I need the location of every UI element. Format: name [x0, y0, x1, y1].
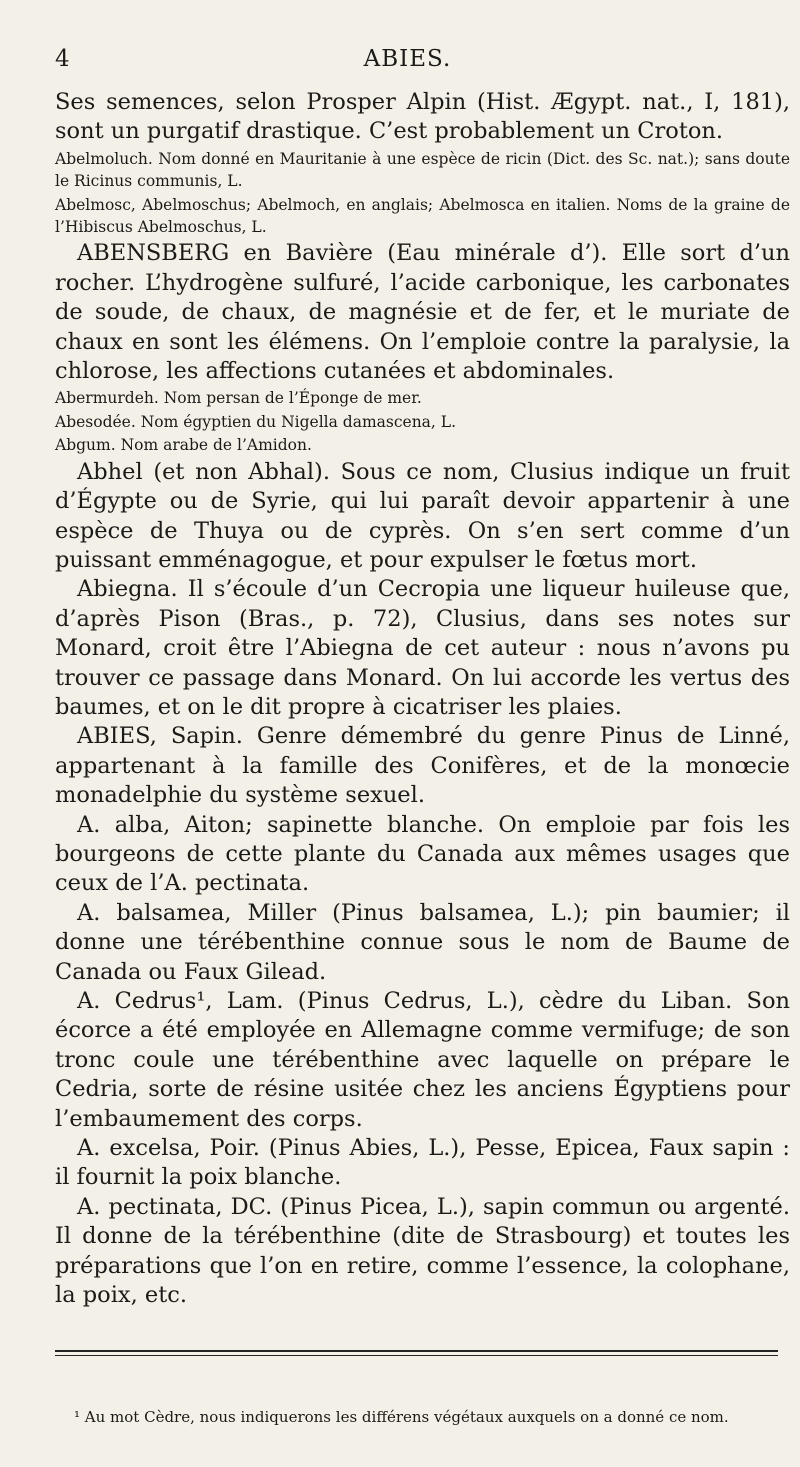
footnote-rule: [55, 1350, 778, 1352]
running-title: ABIES.: [363, 46, 452, 72]
entry-abesodee: Abesodée. Nom égyptien du Nigella damascena, L.: [55, 412, 456, 431]
entry-abensberg: ABENSBERG en Bavière (Eau minérale d’). Elle sort d’un rocher. L’hydrogène sulfuré, l’acide carbonique, les carbonates de soude, de chaux, de magnésie et de fer, et le muriate de chaux en sont les élémens. On l’emploie contre la paralysie, la chlorose, les affections cutanées et abdominales.: [55, 240, 790, 385]
entry-abies-pectinata: A. pectinata, DC. (Pinus Picea, L.), sapin commun ou argenté. Il donne de la térébenthine (dite de Strasbourg) et toutes les préparations que l’on en retire, comme l’essence, la colophane, la poix, etc.: [55, 1193, 790, 1309]
footnote: ¹ Au mot Cèdre, nous indiquerons les différens végétaux auxquels on a donné ce nom.: [74, 1408, 729, 1426]
entry-abelmosc: Abelmosc, Abelmoschus; Abelmoch, en anglais; Abelmosca en italien. Noms de la graine de l’Hibiscus Abelmoschus, L.: [55, 195, 790, 237]
entry-abies-cedrus: A. Cedrus¹, Lam. (Pinus Cedrus, L.), cèdre du Liban. Son écorce a été employée en Allemagne comme vermifuge; de son tronc coule une térébenthine avec laquelle on prépare le Cedria, sorte de résine usitée chez les anciens Égyptiens pour l’embaumement des corps.: [55, 988, 790, 1132]
page-body: [55, 88, 790, 1310]
entry-abies-excelsa: A. excelsa, Poir. (Pinus Abies, L.), Pesse, Epicea, Faux sapin : il fournit la poix blanche.: [55, 1135, 790, 1191]
entry-abies-alba: A. alba, Aiton; sapinette blanche. On emploie par fois les bourgeons de cette plante du Canada aux mêmes usages que ceux de l’A. pectinata.: [55, 811, 790, 897]
page-header: [55, 46, 760, 76]
entry-abies: ABIES, Sapin. Genre démembré du genre Pinus de Linné, appartenant à la famille des Conifères, et de la monœcie monadelphie du système sexuel.: [55, 723, 790, 809]
page-number: 4: [55, 46, 70, 72]
entry-abgum: Abgum. Nom arabe de l’Amidon.: [55, 436, 312, 455]
entry-abies-balsamea: A. balsamea, Miller (Pinus balsamea, L.); pin baumier; il donne une térébenthine connue sous le nom de Baume de Canada ou Faux Gilead.: [55, 899, 790, 985]
entry-abermurdeh: Abermurdeh. Nom persan de l’Éponge de mer.: [55, 389, 422, 408]
footnote-rule-thin: [55, 1355, 778, 1356]
entry-abiegna: Abiegna. Il s’écoule d’un Cecropia une liqueur huileuse que, d’après Pison (Bras., p. 72), Clusius, dans ses notes sur Monard, croit être l’Abiegna de cet auteur : nous n’avons pu trouver ce passage dans Monard. On lui accorde les vertus des baumes, et on le dit propre à cicatriser les plaies.: [55, 576, 790, 720]
entry-abelmoluch: Abelmoluch. Nom donné en Mauritanie à une espèce de ricin (Dict. des Sc. nat.); sans doute le Ricinus communis, L.: [55, 149, 790, 191]
entry-abhel: Abhel (et non Abhal). Sous ce nom, Clusius indique un fruit d’Égypte ou de Syrie, qui lui paraît devoir appartenir à une espèce de Thuya ou de cyprès. On s’en sert comme d’un puissant emménagogue, et pour expulser le fœtus mort.: [55, 458, 790, 573]
paragraph-continuation: Ses semences, selon Prosper Alpin (Hist. Ægypt. nat., I, 181), sont un purgatif drastique. C’est probablement un Croton.: [55, 89, 790, 145]
